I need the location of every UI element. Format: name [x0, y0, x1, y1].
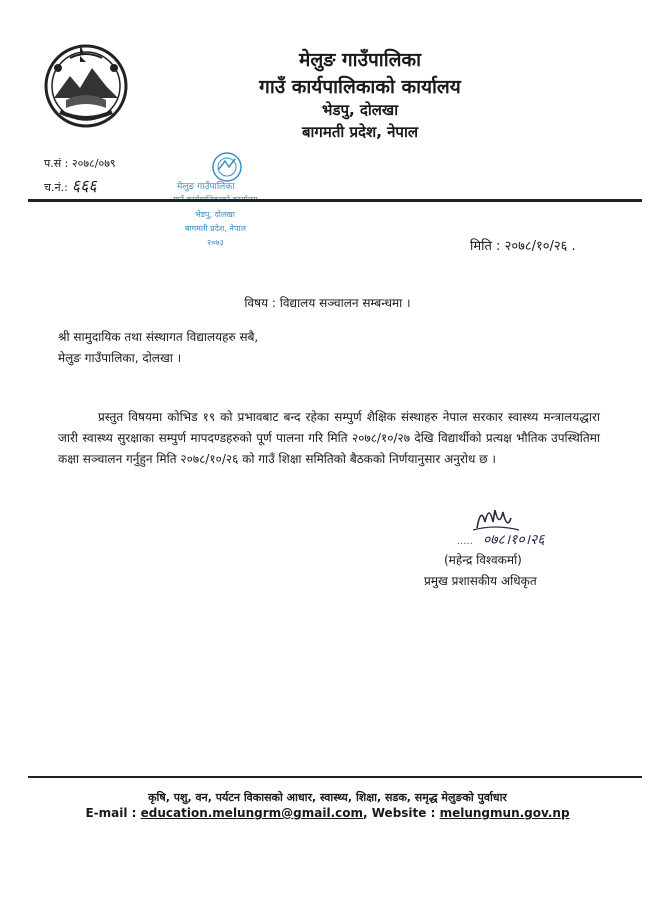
addressee-line2: मेलुङ गाउँपालिका, दोलखा ।: [58, 351, 182, 365]
chn-value: ६६६: [71, 176, 97, 195]
addressee-line1: श्री सामुदायिक तथा संस्थागत विद्यालयहरु सबै,: [58, 330, 259, 344]
letter-date: मिति : २०७८/१०/२६ .: [470, 239, 576, 254]
stamp-year: २०७३: [207, 238, 224, 247]
signature-date: ०७८।१०।२६: [483, 532, 545, 548]
office-seal-stamp: [165, 145, 285, 260]
chn-label: च.नं.:: [44, 181, 68, 194]
stamp-line1: मेलुङ गाउँपालिका: [177, 182, 235, 192]
office-address-line: भेडपु, दोलखा: [321, 101, 399, 119]
ps-label: प.सं :: [44, 157, 69, 170]
ps-value: २०७८/०७९: [71, 157, 116, 170]
signatory-name: (महेन्द्र विश्वकर्मा): [444, 553, 522, 567]
svg-text:.....: .....: [457, 536, 473, 547]
website-link[interactable]: melungmun.gov.np: [439, 806, 570, 820]
footer-tagline: कृषि, पशु, वन, पर्यटन विकासको आधार, स्वास्थ्य, शिक्षा, सडक, समृद्ध मेलुङको पुर्वाधार: [148, 791, 507, 804]
email-link[interactable]: education.melungrm@gmail.com: [140, 806, 363, 820]
stamp-line3: भेडपु, दोलखा: [195, 210, 235, 219]
reference-ps: [44, 156, 116, 171]
email-label: E-mail :: [85, 806, 137, 820]
reference-chn: [44, 174, 97, 196]
footer-contact: E-mail : education.melungrm@gmail.com, Website : melungmun.gov.np: [85, 806, 570, 820]
letter-subject: विषय : विद्यालय सञ्चालन सम्बन्धमा ।: [244, 296, 411, 310]
header-divider: [28, 199, 642, 202]
letter-body: प्रस्तुत विषयमा कोभिड १९ को प्रभावबाट बन्द रहेका सम्पुर्ण शैक्षिक संस्थाहरु नेपाल सरकार स्वास्थ्य मन्त्रालयद्धारा जारी स्वास्थ्य सुरक्षाका सम्पुर्ण मापदण्डहरुको पूर्ण पालना गरि मिति २०७८/१०/२७ देखि विद्यार्थीको प्रत्यक्ष भौतिक उपस्थितिमा कक्षा सञ्चालन गर्नुहुन मिति २०७८/१०/२६ को गाउँ शिक्षा समितिको बैठकको निर्णयानुसार अनुरोध छ ।: [58, 410, 600, 466]
stamp-line4: बागमती प्रदेश, नेपाल: [185, 224, 246, 233]
office-name-line2: गाउँ कार्यपालिकाको कार्यालय: [259, 76, 461, 98]
office-province-line: बागमती प्रदेश, नेपाल: [301, 123, 419, 141]
footer-divider: [28, 776, 642, 778]
office-name-line1: मेलुङ गाउँपालिका: [298, 49, 422, 71]
signatory-title: प्रमुख प्रशासकीय अधिकृत: [424, 574, 537, 588]
handwritten-signature: [455, 500, 575, 548]
nepal-government-emblem-icon: [40, 38, 132, 130]
website-label: Website :: [371, 806, 436, 820]
